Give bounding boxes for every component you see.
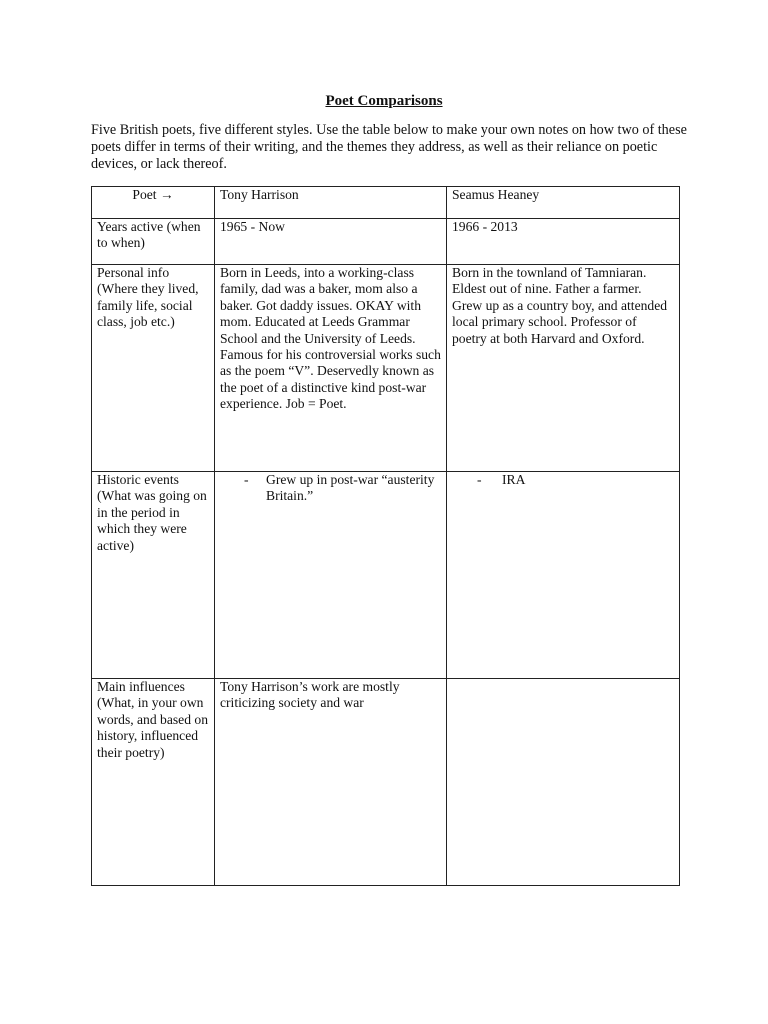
poet1-main-influences: Tony Harrison’s work are mostly criticizing society and war bbox=[215, 679, 447, 886]
table-row bbox=[92, 219, 680, 265]
row-label-main-influences: Main influences (What, in your own words, and based on history, influenced their poetry) bbox=[92, 679, 215, 886]
table-row bbox=[92, 472, 680, 679]
header-label-cell bbox=[92, 187, 215, 219]
table-header-row bbox=[92, 187, 680, 219]
header-poet1-cell bbox=[215, 187, 447, 219]
poet2-years-active: 1966 - 2013 bbox=[447, 219, 680, 265]
bullet-marker: - bbox=[477, 472, 482, 487]
poet2-name: Seamus Heaney bbox=[452, 187, 540, 202]
row-label-personal-info: Personal info (Where they lived, family life, social class, job etc.) bbox=[92, 265, 215, 472]
bullet-marker: - bbox=[244, 472, 249, 487]
header-label: Poet → bbox=[132, 187, 174, 202]
poet-comparison-table bbox=[91, 186, 680, 886]
intro-paragraph: Five British poets, five different styles. Use the table below to make your own notes on how two of these poets differ in terms of their writing, and the themes they address, as well as their reliance on poetic devices, or lack thereof. bbox=[91, 122, 687, 172]
row-label-historic-events: Historic events (What was going on in the period in which they were active) bbox=[92, 472, 215, 679]
header-poet2-cell bbox=[447, 187, 680, 219]
bullet-item bbox=[220, 472, 441, 505]
page-title-text: Poet Comparisons bbox=[325, 93, 443, 109]
poet1-personal-info: Born in Leeds, into a working-class family, dad was a baker, mom also a baker. Got daddy issues. OKAY with mom. Educated at Leeds Grammar School and the University of Leeds. Famous for his controversial works such as the poem “V”. Deservedly known as the poet of a distinctive kind post-war experience. Job = Poet. bbox=[215, 265, 447, 472]
page-title bbox=[0, 93, 768, 110]
table-row bbox=[92, 679, 680, 886]
bullet-text: Grew up in post-war “austerity Britain.” bbox=[266, 472, 435, 504]
bullet-item bbox=[452, 472, 674, 488]
poet1-years-active: 1965 - Now bbox=[215, 219, 447, 265]
poet2-personal-info: Born in the townland of Tamniaran. Eldest out of nine. Father a farmer. Grew up as a country boy, and attended local primary school. Professor of poetry at both Harvard and Oxford. bbox=[447, 265, 680, 472]
bullet-text: IRA bbox=[502, 472, 526, 487]
poet2-historic-events bbox=[447, 472, 680, 679]
table-row bbox=[92, 265, 680, 472]
poet2-main-influences bbox=[447, 679, 680, 886]
poet1-historic-events bbox=[215, 472, 447, 679]
row-label-years-active: Years active (when to when) bbox=[92, 219, 215, 265]
poet1-name: Tony Harrison bbox=[220, 187, 299, 202]
